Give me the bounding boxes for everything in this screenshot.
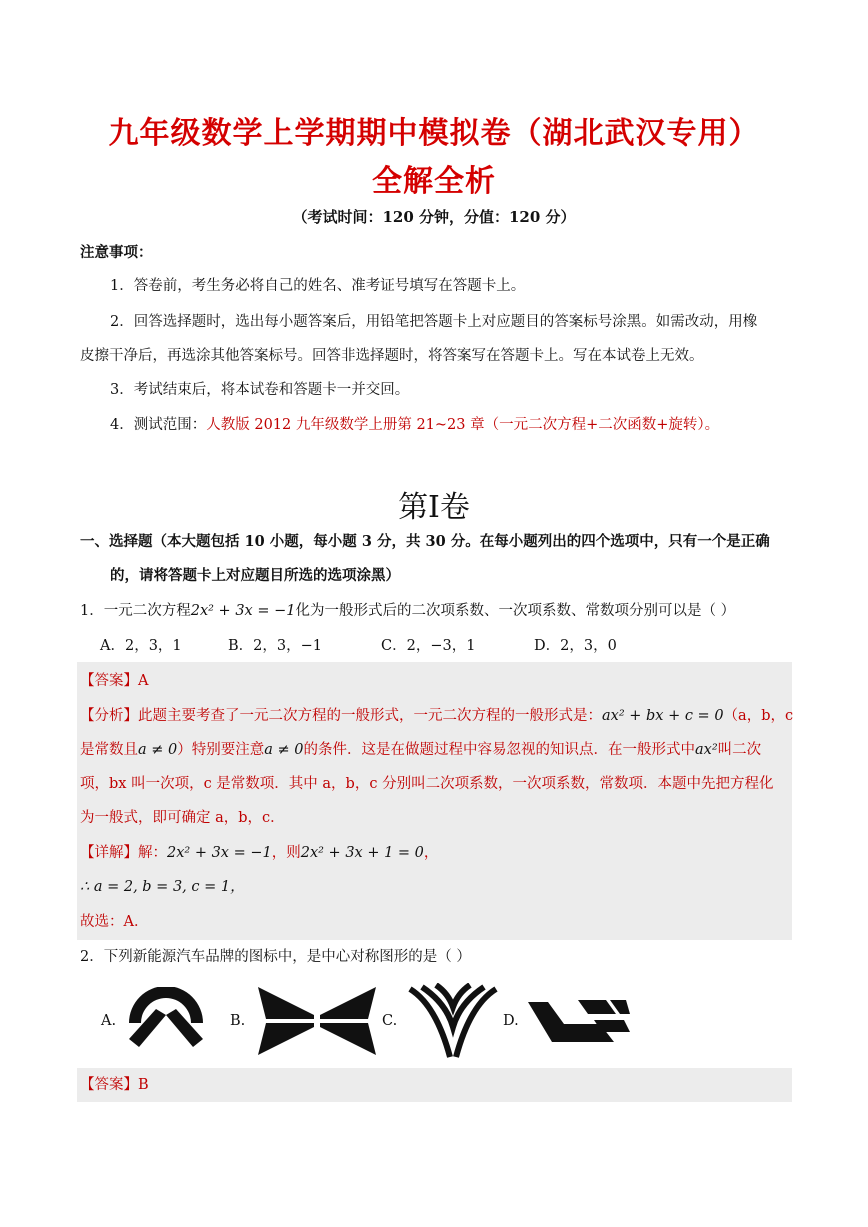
question-1-detail-line2: ∴ a = 2, b = 3, c = 1， (80, 879, 245, 895)
question-2-option-c-label: C. (382, 1013, 398, 1029)
question-1-answer: 【答案】A (80, 673, 149, 689)
detail-equation: 2x² + 3x = −1 (167, 845, 272, 861)
question-1-option-a: A．2，3，1 (100, 638, 182, 654)
detail-equation: 2x² + 3x + 1 = 0 (300, 845, 424, 861)
logo-c-icon (406, 983, 500, 1059)
notice-item-2-line2: 皮擦干净后，再选涂其他答案标号。回答非选择题时，将答案写在答题卡上。写在本试卷上无效。 (80, 348, 704, 364)
page-title: 九年级数学上学期期中模拟卷（湖北武汉专用） (108, 116, 760, 151)
detail-text: ， (423, 845, 439, 861)
question-1-choice: 故选：A． (80, 914, 149, 930)
condition-a-nonzero: a ≠ 0 (264, 742, 304, 758)
section-title: 第Ⅰ卷 (398, 490, 470, 525)
question-1-option-d: D．2，3，0 (534, 638, 617, 654)
question-1-stem (80, 601, 735, 621)
question-1-analysis-line1 (80, 706, 793, 726)
question-1-analysis-line2 (80, 740, 761, 760)
question-1-solution-box (77, 662, 792, 940)
logo-b-icon (256, 985, 378, 1057)
question-1-equation: 2x² + 3x = −1 (190, 603, 296, 619)
notice-item-3: 3．考试结束后，将本试卷和答题卡一并交回。 (110, 382, 410, 398)
analysis-text: 叫二次 (717, 742, 762, 758)
detail-text: 解： (138, 845, 167, 861)
notice-item-4 (110, 415, 719, 435)
general-form-equation: ax² + bx + c = 0 (602, 708, 724, 724)
analysis-label: 【分析】 (80, 708, 138, 724)
question-1-detail-line1 (80, 843, 438, 863)
question-2-option-d-label: D. (503, 1013, 519, 1029)
part1-instructions-line2: 的，请将答题卡上对应题目所选的选项涂黑） (110, 567, 400, 584)
notice-item-4-prefix: 4．测试范围： (110, 417, 207, 433)
analysis-text: 的条件．这是在做题过程中容易忽视的知识点．在一般形式中 (303, 742, 695, 758)
detail-text: ，则 (271, 845, 301, 861)
logo-d-icon (526, 998, 632, 1044)
exam-info: （考试时间：120 分钟，分值：120 分） (292, 208, 576, 226)
question-1-option-b: B．2，3，−1 (228, 638, 322, 654)
quadratic-term: ax² (695, 742, 718, 758)
question-2-answer: 【答案】B (80, 1077, 149, 1093)
question-2-solution-box (77, 1068, 792, 1102)
question-1-analysis-line3: 项，bx 叫一次项，c 是常数项．其中 a，b，c 分别叫二次项系数，一次项系数，常数项．本题中先把方程化 (80, 776, 774, 792)
question-1-option-c: C．2，−3，1 (381, 638, 476, 654)
question-1-stem-prefix: 1．一元二次方程 (80, 603, 191, 619)
question-2-option-a-label: A. (101, 1013, 117, 1029)
logo-a-icon (123, 987, 209, 1057)
analysis-text: 是常数且 (80, 742, 138, 758)
detail-label: 【详解】 (80, 845, 138, 861)
question-2-stem: 2．下列新能源汽车品牌的图标中，是中心对称图形的是（ ） (80, 949, 471, 965)
notice-item-1: 1．答卷前，考生务必将自己的姓名、准考证号填写在答题卡上。 (110, 278, 526, 294)
question-1-analysis-line4: 为一般式，即可确定 a，b，c． (80, 810, 285, 826)
notice-heading: 注意事项： (80, 244, 153, 261)
page-subtitle: 全解全析 (372, 164, 496, 199)
notice-item-2-line1: 2．回答选择题时，选出每小题答案后，用铅笔把答题卡上对应题目的答案标号涂黑。如需改动，用橡 (110, 314, 758, 330)
question-1-stem-suffix: 化为一般形式后的二次项系数、一次项系数、常数项分别可以是（ ） (295, 603, 736, 619)
part1-instructions-line1: 一、选择题（本大题包括 10 小题，每小题 3 分，共 30 分。在每小题列出的四个选项中，只有一个是正确 (80, 533, 770, 550)
test-scope: 人教版 2012 九年级数学上册第 21~23 章（一元二次方程+二次函数+旋转）。 (206, 417, 720, 433)
analysis-text: 此题主要考查了一元二次方程的一般形式，一元二次方程的一般形式是： (138, 708, 602, 724)
analysis-text: ）特别要注意 (177, 742, 265, 758)
condition-a-nonzero: a ≠ 0 (138, 742, 178, 758)
question-2-option-b-label: B. (230, 1013, 246, 1029)
analysis-text: （a，b，c (723, 708, 794, 724)
